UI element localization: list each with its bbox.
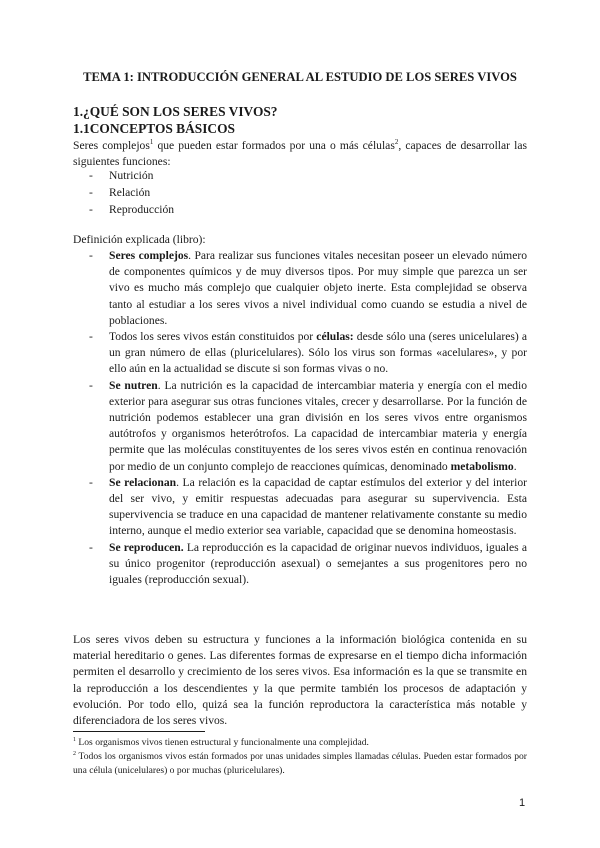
footnote-divider xyxy=(73,731,205,732)
footnote-number: 1 xyxy=(73,736,76,743)
functions-list xyxy=(89,168,174,218)
function-label: Nutrición xyxy=(109,169,154,182)
function-label: Reproducción xyxy=(109,202,175,216)
definition-term: Se nutren xyxy=(109,378,158,392)
definition-term: metabolismo xyxy=(450,459,514,473)
page-number: 1 xyxy=(519,797,526,809)
list-item: - Se nutren. La nutrición es la capacidad de intercambiar materia y energía con el medio exterior para asegurar sus otras funciones vitales, crecer y desarrollarse. Por la función de nutrición podemos establecer una gran división en los seres vivos entre organismos autótrofos y organismos heterótrofos. La capacidad de intercambiar materia y energía permite que las moléculas constituyentes de los seres vivos estén en continua renovación por medio de un conjunto complejo de reacciones químicas, denominado metabolismo. xyxy=(89,378,527,473)
list-item: - Se relacionan. La relación es la capacidad de captar estímulos del exterior y del interior del ser vivo, y emitir respuestas adecuadas para asegurar su supervivencia. Esta supervivencia se traduce en una capacidad de mantener relativamente constante su medio interno, aunque el medio exterior sea variable, capacidad que se denomina homeostasis. xyxy=(89,475,528,538)
list-item: - Reproducción xyxy=(89,202,174,219)
definition-term: Se relacionan xyxy=(109,475,177,489)
definition-term: Seres complejos xyxy=(109,249,189,262)
definition-term: Se reproducen. xyxy=(109,540,184,554)
intro-text-2: que pueden estar formados por una o más células xyxy=(153,139,395,152)
definition-heading: Definición explicada (libro): xyxy=(73,233,206,246)
footnote-2: $^2$ Todos los organismos vivos están formados por unas unidades simples llamadas células. Pueden estar formados por una célula (unicelulares) o por muchas (pluricelulares). xyxy=(73,750,527,776)
footnote-number: 2 xyxy=(73,750,76,757)
definitions-list xyxy=(89,248,527,588)
list-item: - Relación xyxy=(89,185,174,202)
document-title: TEMA 1: INTRODUCCIÓN GENERAL AL ESTUDIO DE LOS SERES VIVOS xyxy=(83,70,517,84)
list-item: - Se reproducen. La reproducción es la capacidad de originar nuevos individuos, iguales a su único progenitor (reproducción asexual) o semejantes a sus progenitores pero no iguales (reproducción sexual). xyxy=(89,540,527,587)
closing-paragraph: Los seres vivos deben su estructura y funciones a la información biológica contenida en su material hereditario o genes. Las diferentes formas de expresarse en el tiempo dicha información permiten el desarrollo y crecimiento de los seres vivos. Esa información es la que se transmite en la reproducción a los descendientes y la que permite también los procesos de adaptación y evolución. Por todo ello, quizá sea la función reproductora la característica más notable y diferenciadora de los seres vivos. xyxy=(73,633,527,728)
intro-paragraph xyxy=(73,138,527,170)
intro-text-3: , capaces de desarrollar las siguientes funciones: xyxy=(73,139,527,169)
footnote-ref-2[interactable]: 2 xyxy=(394,138,399,147)
subsection-heading: 1.1CONCEPTOS BÁSICOS xyxy=(73,121,235,136)
footnote-1: $^1$ Los organismos vivos tienen estructural y funcionalmente una complejidad. xyxy=(73,736,369,748)
section-heading: 1.¿QUÉ SON LOS SERES VIVOS? xyxy=(73,104,278,119)
definition-term: células: xyxy=(316,330,354,344)
footnote-ref-1[interactable]: 1 xyxy=(149,138,154,147)
list-item: - Seres complejos. Para realizar sus funciones vitales necesitan poseer un elevado número de componentes químicos y de muy diversos tipos. Por muy simple que parezca un ser vivo es mucho más complejo que cualquier objeto inerte. Esta complejidad se observa tanto al estudiar a los seres vivos a nivel individual como cuando se estudia a nivel de poblaciones. xyxy=(89,249,527,327)
intro-text-1: Seres complejos xyxy=(73,139,150,152)
function-label: Relación xyxy=(109,185,151,199)
list-item: - Todos los seres vivos están constituidos por células: desde sólo una (seres unicelulares) a un gran número de ellas (pluricelulares). Sólo los virus son formas «acelulares», y por ello aún en la actualidad se discute si son formas vivas o no. xyxy=(89,330,527,376)
list-item: - Nutrición xyxy=(89,168,174,185)
